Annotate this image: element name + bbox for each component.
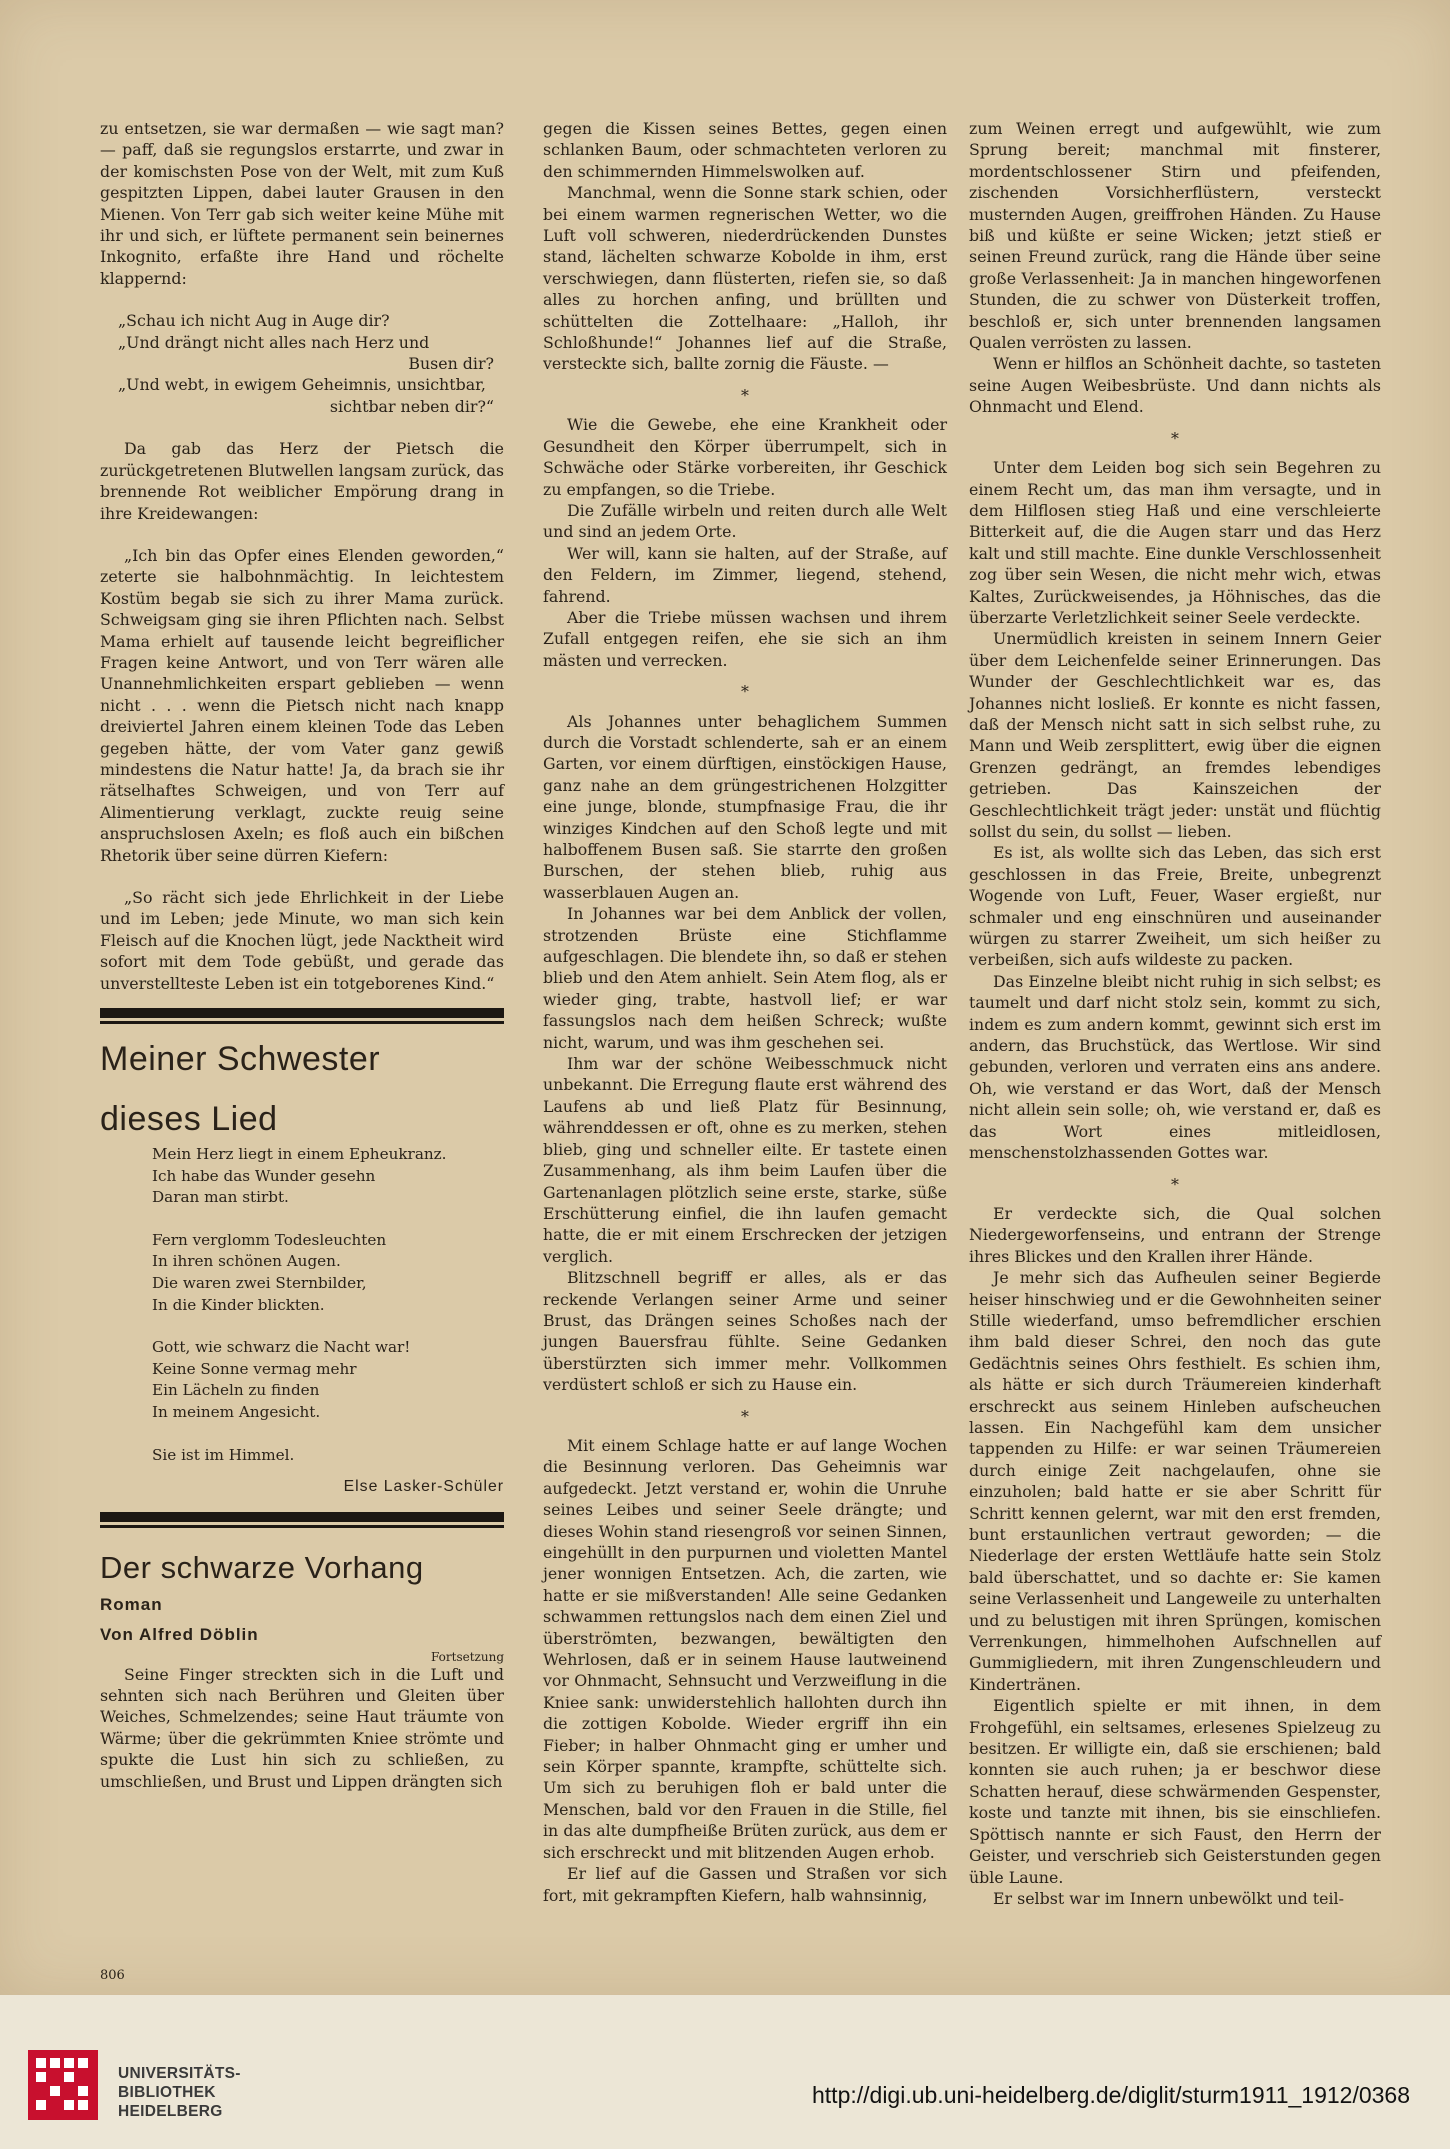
poem-line: Die waren zwei Sternbilder, (152, 1274, 367, 1292)
paragraph: „So rächt sich jede Ehrlichkeit in der Liebe und im Leben; jede Minute, wo man sich kein Fleisch auf die Knochen lügt, jede Nacktheit wird sofort mit dem Tode gebüßt, und gerade das unverstellteste Leben ist ein totgeborenes Kind.“ (100, 888, 504, 993)
paragraph: Aber die Triebe müssen wachsen und ihrem Zufall entgegen reifen, ehe sie sich an ihm mästen und verrecken. (543, 607, 947, 670)
poem-line: In ihren schönen Augen. (152, 1252, 341, 1271)
paragraph: Je mehr sich das Aufheulen seiner Begierde heiser hinschwieg und er die Gewohnheiten seiner Stille wiederfand, umso befremdlicher erschien ihm bald dieser Schrei, den noch das gute Gedächtnis seines Ohrs festhielt. Es schien ihm, als hätte er sich durch Träumereien kinderhaft erschreckt aus seinem Hinleben aufscheuchen lassen. Ein Nachgefühl kam dem unsicher tappenden zu Hilfe: er war seinen Träumereien durch einige Zeit nachgelaufen, ohne sie einzuholen; bald hatte er sie aber Schritt für Schritt kennen gelernt, war mit den erst fremden, bunt erstaunlichen vertraut geworden; — die Niederlage der ersten Wettläufe hatte sein Stolz bald überschattet, und so dachte er: Sie kamen seine Verlassenheit und Langeweile zu unterhalten und zu belustigen mit ihren Sprüngen, komischen Verrenkungen, himmelhohen Aufschnellen auf Gummigliedern, mit ihren Zungenschleudern und Kindertränen. (969, 1268, 1381, 1694)
section-star: * (741, 682, 749, 702)
column-right (969, 118, 1381, 1909)
divider-rule (100, 1512, 504, 1522)
poem-line: Ich habe das Wunder gesehn (152, 1166, 376, 1185)
paragraph: Wer will, kann sie halten, auf der Straße, auf den Feldern, im Zimmer, liegend, stehend, fahrend. (543, 543, 947, 606)
paragraph: Das Einzelne bleibt nicht ruhig in sich selbst; es taumelt und darf nicht stolz sein, kommt zu sich, indem es zum andern kommt, gewinnt sich erst im andern, das Bruchstück, das Wertlose. Wir sind gebunden, verloren und verraten eins ans andere. Oh, wie verstand er das Wort, daß der Mensch nicht allein sein solle; oh, wie verstand er, daß es das Wort eines mitleidlosen, menschenstolzhassenden Gottes war. (969, 971, 1381, 1163)
poem-line: Gott, wie schwarz die Nacht war! (152, 1338, 411, 1357)
paragraph: zum Weinen erregt und aufgewühlt, wie zum Sprung bereit; manchmal mit finsterer, mordentschlossener Stirn und pfeifenden, zischenden Vorsichherflüstern, versteckt musternden Augen, greiffrohen Händen. Zu Hause biß und küßte er seine Wicken; jetzt stieß er seinen Freund zurück, rang die Hände über seine große Verlassenheit: Ja in manchen hingeworfenen Stunden, die zu schwer von Düsterkeit troffen, beschloß er, sich unter brennenden langsamen Qualen verrösten zu lassen. (969, 119, 1381, 353)
paragraph: gegen die Kissen seines Bettes, gegen einen schlanken Baum, oder schmachteten verloren zu den schimmernden Himmelswolken auf. (543, 119, 947, 181)
paragraph: Es ist, als wollte sich das Leben, das sich erst geschlossen in das Freie, Breite, unbegrenzt Wogende von Luft, Feuer, Waser ergießt, nur schmaler und eng einschnüren und auseinander würgen zu starrer Zweiheit, um sich heißer zu verbeißen, sich aufs wildeste zu packen. (969, 843, 1381, 970)
poem-line: In meinem Angesicht. (152, 1402, 321, 1421)
divider-rule-thin (100, 1525, 504, 1528)
poem-line: In die Kinder blickten. (152, 1295, 325, 1314)
paragraph: Unermüdlich kreisten in seinem Innern Geier über dem Leichenfelde seiner Erinnerungen. Das Wunder der Geschlechtlichkeit war es, das Johannes nicht losließ. Er konnte es nicht fassen, daß der Mensch nicht satt in sich selbst ruhe, zu Mann und Weib zersplittert, ewig über die eignen Grenzen gedrängt, an fremdes lebendiges getrieben. Das Kainszeichen der Geschlechtlichkeit trägt jeder: unstät und flüchtig sollst du sein, du sollst — lieben. (969, 629, 1381, 841)
poem-line: Sie ist im Himmel. (152, 1445, 295, 1464)
continuation-label: Fortsetzung (431, 1649, 504, 1664)
university-library-logo-icon (26, 2048, 100, 2122)
verse-line: „Und webt, in ewigem Geheimnis, unsichtbar, (118, 375, 486, 395)
poem-line: Fern verglomm Todesleuchten (152, 1230, 387, 1249)
paragraph: Manchmal, wenn die Sonne stark schien, oder bei einem warmen regnerischen Wetter, wo die Luft voll schweren, niederdrückenden Dunstes stand, lächelten schwarze Kobolde in ihm, erst verschwiegen, dann flüsterten, riefen sie, so daß alles zu horchen anfing, und brüllten und schüttelten die Zottelhaare: „Halloh, ihr Schloßhunde!“ Johannes lief auf die Straße, versteckte sich, ballte zornig die Fäuste. — (543, 183, 947, 374)
source-url[interactable]: http://digi.ub.uni-heidelberg.de/diglit/sturm1911_1912/0368 (812, 2082, 1410, 2108)
poem-line: Mein Herz liegt in einem Epheukranz. (152, 1145, 447, 1164)
column-left (100, 118, 504, 1792)
novel-author: Von Alfred Döblin (100, 1624, 259, 1644)
poem-line: Daran man stirbt. (152, 1188, 289, 1207)
poem-line: Keine Sonne vermag mehr (152, 1359, 357, 1378)
library-name-line: BIBLIOTHEK (118, 2084, 216, 2101)
section-star: * (741, 1406, 749, 1426)
paragraph: Er selbst war im Innern unbewölkt und teil- (993, 1888, 1344, 1908)
library-name-line: UNIVERSITÄTS- (118, 2065, 241, 2082)
paragraph: Ihm war der schöne Weibesschmuck nicht unbekannt. Die Erregung flaute erst während des Laufens ab und ließ Platz für Besinnung, währenddessen er oft, ohne es zu merken, stehen blieb, ging und schneller eilte. Er tastete einen Zusammenhang, als ihm beim Laufen über die Gartenanlagen plötzlich seine erste, starke, süße Erschütterung einfiel, die ihn laufen gemacht hatte, die er mit einem Erschrecken der jetzigen verglich. (543, 1054, 947, 1266)
paragraph: „Ich bin das Opfer eines Elenden geworden,“ zeterte sie halbohnmächtig. In leichtestem Kostüm begab sie sich zu ihrer Mama zurück. Schweigsam ging sie ihren Pflichten nach. Selbst Mama erhielt auf tausende leicht begreiflicher Fragen keine Antwort, und von Terr wären alle Unannehmlichkeiten erspart geblieben — wenn nicht . . . wenn die Pietsch nicht nach knapp dreiviertel Jahren einem kleinen Tode das Leben gegeben hätte, der vom Vater ganz gewiß mindestens die Natur hatte! Ja, da brach sie ihr rätselhaftes Schweigen, und von Terr auf Alimentierung verklagt, zuckte reuig seine anspruchslosen Axeln; es floß auch ein bißchen Rhetorik über seine dürren Kiefern: (100, 545, 504, 865)
paragraph: Mit einem Schlage hatte er auf lange Wochen die Besinnung verloren. Das Geheimnis war aufgedeckt. Jetzt verstand er, wohin die Unruhe seines Leibes und seiner Seele drängte; und dieses Wohin stand riesengroß vor seinen Sinnen, eingehüllt in den purpurnen und violetten Mantel jener wonnigen Entsetzen. Ach, die zarten, wie hatte er sie mißverstanden! Alle seine Gedanken schwammen rettungslos nach dem einen Ziel und überströmten, bezwangen, bewältigten den Wehrlosen, daß er in seinem Hause lautweinend vor Ohnmacht, Sehnsucht und Verzweiflung in die Kniee sank: unwiderstehlich hallohten durch ihn die zottigen Kobolde. Wieder ergriff ihn ein Fieber; in halber Ohnmacht ging er umher und sein Körper spannte, krampfte, schüttelte sich. Um sich zu beruhigen floh er bald unter die Menschen, bald vor den Frauen in die Stille, fiel in das alte dumpfheiße Brüten zurück, aus dem er sich erschreckt und mit blitzenden Augen erhob. (543, 1435, 947, 1862)
section-star: * (741, 385, 749, 405)
verse-line: sichtbar neben dir?“ (329, 396, 494, 416)
section-star: * (1171, 1174, 1179, 1194)
library-footer (0, 2016, 1450, 2149)
divider-rule-thin (100, 1021, 504, 1024)
paragraph: Wenn er hilflos an Schönheit dachte, so tasteten seine Augen Weibesbrüste. Und dann nichts als Ohnmacht und Elend. (969, 354, 1381, 417)
verse-line: „Und drängt nicht alles nach Herz und (118, 332, 430, 352)
poem-author: Else Lasker-Schüler (343, 1478, 504, 1496)
paragraph: Die Zufälle wirbeln und reiten durch alle Welt und sind an jedem Orte. (543, 500, 947, 542)
stanza-break (152, 1209, 504, 1230)
paragraph: In Johannes war bei dem Anblick der vollen, strotzenden Brüste eine Stichflamme aufgeschlagen. Die blendete ihn, so daß er stehen blieb und den Atem anhielt. Sein Atem flog, als er wieder ging, trabte, hastvoll lief; er war fassungslos nach dem heißen Schreck; wußte nicht, warum, und was ihm geschehen sei. (543, 904, 947, 1052)
paragraph: Blitzschnell begriff er alles, als er das reckende Verlangen seiner Arme und seiner Brust, das Drängen seines Schoßes nach der jungen Bauersfrau fühlte. Seine Gedanken überstürzten sich immer mehr. Vollkommen verdüstert schloß er sich zu Hause ein. (543, 1268, 947, 1395)
page-number: 806 (100, 1968, 125, 1983)
paragraph: Seine Finger streckten sich in die Luft und sehnten sich nach Berühren und Gleiten über Weiches, Schmelzendes; seine Haut träumte von Wärme; über die gekrümmten Kniee strömte und spukte die Lust hin sich zu schließen, zu umschließen, und Brust und Lippen drängten sich (100, 1664, 504, 1791)
poem-line: Ein Lächeln zu finden (152, 1381, 320, 1400)
paragraph: Er lief auf die Gassen und Straßen vor sich fort, mit gekrampften Kiefern, halb wahnsinnig, (543, 1864, 947, 1905)
verse-line: „Schau ich nicht Aug in Auge dir? (118, 311, 390, 331)
library-name-line: HEIDELBERG (118, 2103, 223, 2120)
poem (100, 1144, 504, 1466)
paragraph: Unter dem Leiden bog sich sein Begehren zu einem Recht um, das man ihm versagte, und in dem Hilflosen stieg Haß und eine verschleierte Bitterkeit auf, die die Augen starr und das Herz kalt und still machte. Eine dunkle Verschlossenheit zog über sein Wesen, die nicht mehr wich, etwas Kaltes, Zurückweisendes, ja Höhnisches, das die überzarte Verletzlichkeit seiner Seele verdeckte. (969, 458, 1381, 627)
paragraph: Wie die Gewebe, ehe eine Krankheit oder Gesundheit den Körper überrumpelt, sich in Schwäche oder Stärke vorbereiten, ihr Geschick zu empfangen, so die Triebe. (543, 415, 947, 499)
divider-rule (100, 1008, 504, 1018)
verse-line: Busen dir? (408, 354, 494, 374)
library-name (118, 2064, 241, 2121)
poem-title-line-1: Meiner Schwester (100, 1040, 381, 1079)
section-star: * (1171, 428, 1179, 448)
stanza-break (152, 1424, 504, 1445)
paragraph: Da gab das Herz der Pietsch die zurückgetretenen Blutwellen langsam zurück, das brennende Rot weiblicher Empörung drang in ihre Kreidewangen: (100, 439, 504, 523)
stanza-break (152, 1316, 504, 1337)
paragraph: Als Johannes unter behaglichem Summen durch die Vorstadt schlenderte, sah er an einem Garten, vor einem dürftigen, einstöckigen Hause, ganz nahe an dem grüngestrichenen Holzgitter eine junge, blonde, stumpfnasige Frau, die ihr winziges Kindchen auf den Schoß legte und mit halboffenem Busen saß. Sie starrte den großen Burschen, der stehen blieb, ruhig aus wasserblauen Augen an. (543, 711, 947, 902)
novel-title: Der schwarze Vorhang (100, 1549, 424, 1585)
column-middle (543, 118, 947, 1906)
poem-title-line-2: dieses Lied (100, 1100, 278, 1139)
paragraph: zu entsetzen, sie war dermaßen — wie sagt man? — paff, daß sie regungslos erstarrte, und zwar in der komischsten Pose von der Welt, mit zum Kuß gespitzten Lippen, dabei lauter Grausen in den Mienen. Von Terr gab sich weiter keine Mühe mit ihr und sich, er lüftete permanent sein beinernes Inkognito, erfaßte ihre Hand und röchelte klappernd: (100, 119, 504, 288)
paragraph: Eigentlich spielte er mit ihnen, in dem Frohgefühl, ein seltsames, erlesenes Spielzeug zu besitzen. Er willigte ein, daß sie erschienen; bald konnten sie auch ruhen; ja er beschwor diese Schatten herauf, diese schwärmenden Gespenster, koste und tanzte mit ihnen, bis sie einschliefen. Spöttisch nannte er sich Faust, den Herrn der Geister, und verschrieb sich Geisterstunden gegen üble Laune. (969, 1696, 1381, 1887)
novel-genre: Roman (100, 1594, 163, 1614)
paragraph: Er verdeckte sich, die Qual solchen Niedergeworfenseins, und entrann der Strenge ihres Blickes und den Krallen ihrer Hände. (969, 1203, 1381, 1266)
